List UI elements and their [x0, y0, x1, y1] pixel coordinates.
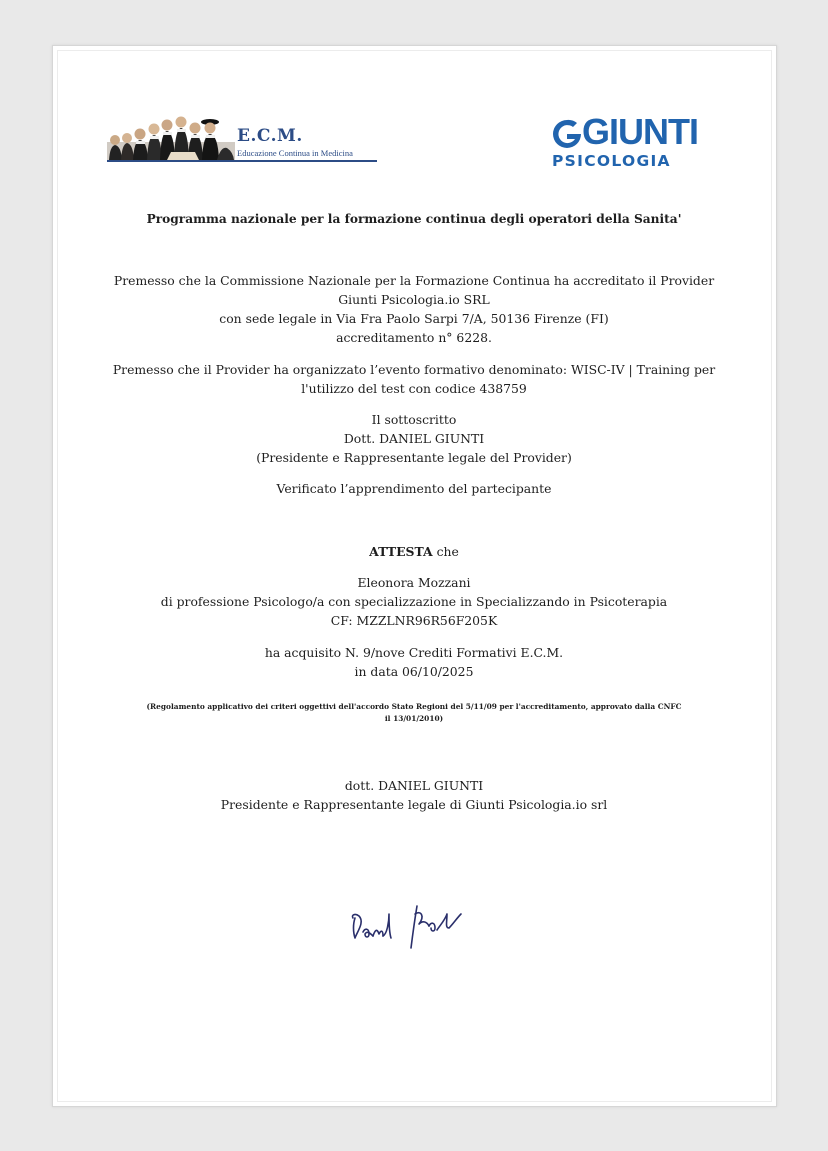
event-line-1: Premesso che il Provider ha organizzato l’evento formativo denominato: WISC-IV | Training per: [112, 362, 716, 377]
ecm-people-illustration: [107, 112, 235, 162]
event-line-2: l'utilizzo del test con codice 438759: [301, 381, 527, 396]
provider-line-4: accreditamento n° 6228.: [336, 330, 492, 345]
regulation-note-line-1: (Regolamento applicativo dei criteri oggettivi dell'accordo Stato Regioni del 5/11/09 per l'accreditamento, approvato dalla CNFC: [146, 702, 682, 711]
credits-line-1: ha acquisito N. 9/nove Crediti Formativi E.C.M.: [264, 645, 564, 660]
participant-cf: CF: MZZLNR96R56F205K: [330, 613, 498, 628]
provider-line-3: con sede legale in Via Fra Paolo Sarpi 7/A, 50136 Firenze (FI): [219, 311, 609, 326]
ecm-underline: [107, 160, 377, 162]
signer-line-3: (Presidente e Rappresentante legale del Provider): [256, 450, 572, 465]
signer-line-1: Il sottoscritto: [371, 412, 457, 427]
program-heading: Programma nazionale per la formazione continua degli operatori della Sanita': [146, 212, 682, 226]
attesta-rest: che: [432, 544, 459, 559]
footer-signer-name: dott. DANIEL GIUNTI: [344, 778, 484, 793]
handwritten-signature: [345, 900, 485, 960]
provider-line-2: Giunti Psicologia.io SRL: [338, 292, 490, 307]
attesta-word: ATTESTA: [369, 544, 433, 559]
provider-line-1: Premesso che la Commissione Nazionale per la Formazione Continua ha accreditato il Provider: [113, 273, 715, 288]
giunti-g-mark-icon: [552, 119, 582, 149]
ecm-subtitle: Educazione Continua in Medicina: [237, 148, 353, 158]
attesta-line: [0, 546, 828, 558]
ecm-logo: [107, 112, 379, 164]
regulation-note-line-2: il 13/01/2010): [384, 714, 444, 723]
ecm-title: E.C.M.: [237, 126, 303, 146]
giunti-wordmark: GIUNTI: [582, 111, 698, 152]
verification-text: Verificato l’apprendimento del partecipante: [276, 481, 552, 496]
signer-line-2: Dott. DANIEL GIUNTI: [343, 431, 485, 446]
participant-profession: di professione Psicologo/a con specializzazione in Specializzando in Psicoterapia: [160, 594, 668, 609]
participant-name: Eleonora Mozzani: [357, 575, 471, 590]
giunti-subtitle: PSICOLOGIA: [552, 152, 671, 170]
giunti-psicologia-logo: [550, 111, 710, 174]
footer-signer-role: Presidente e Rappresentante legale di Giunti Psicologia.io srl: [220, 797, 608, 812]
credits-line-2: in data 06/10/2025: [354, 664, 474, 679]
